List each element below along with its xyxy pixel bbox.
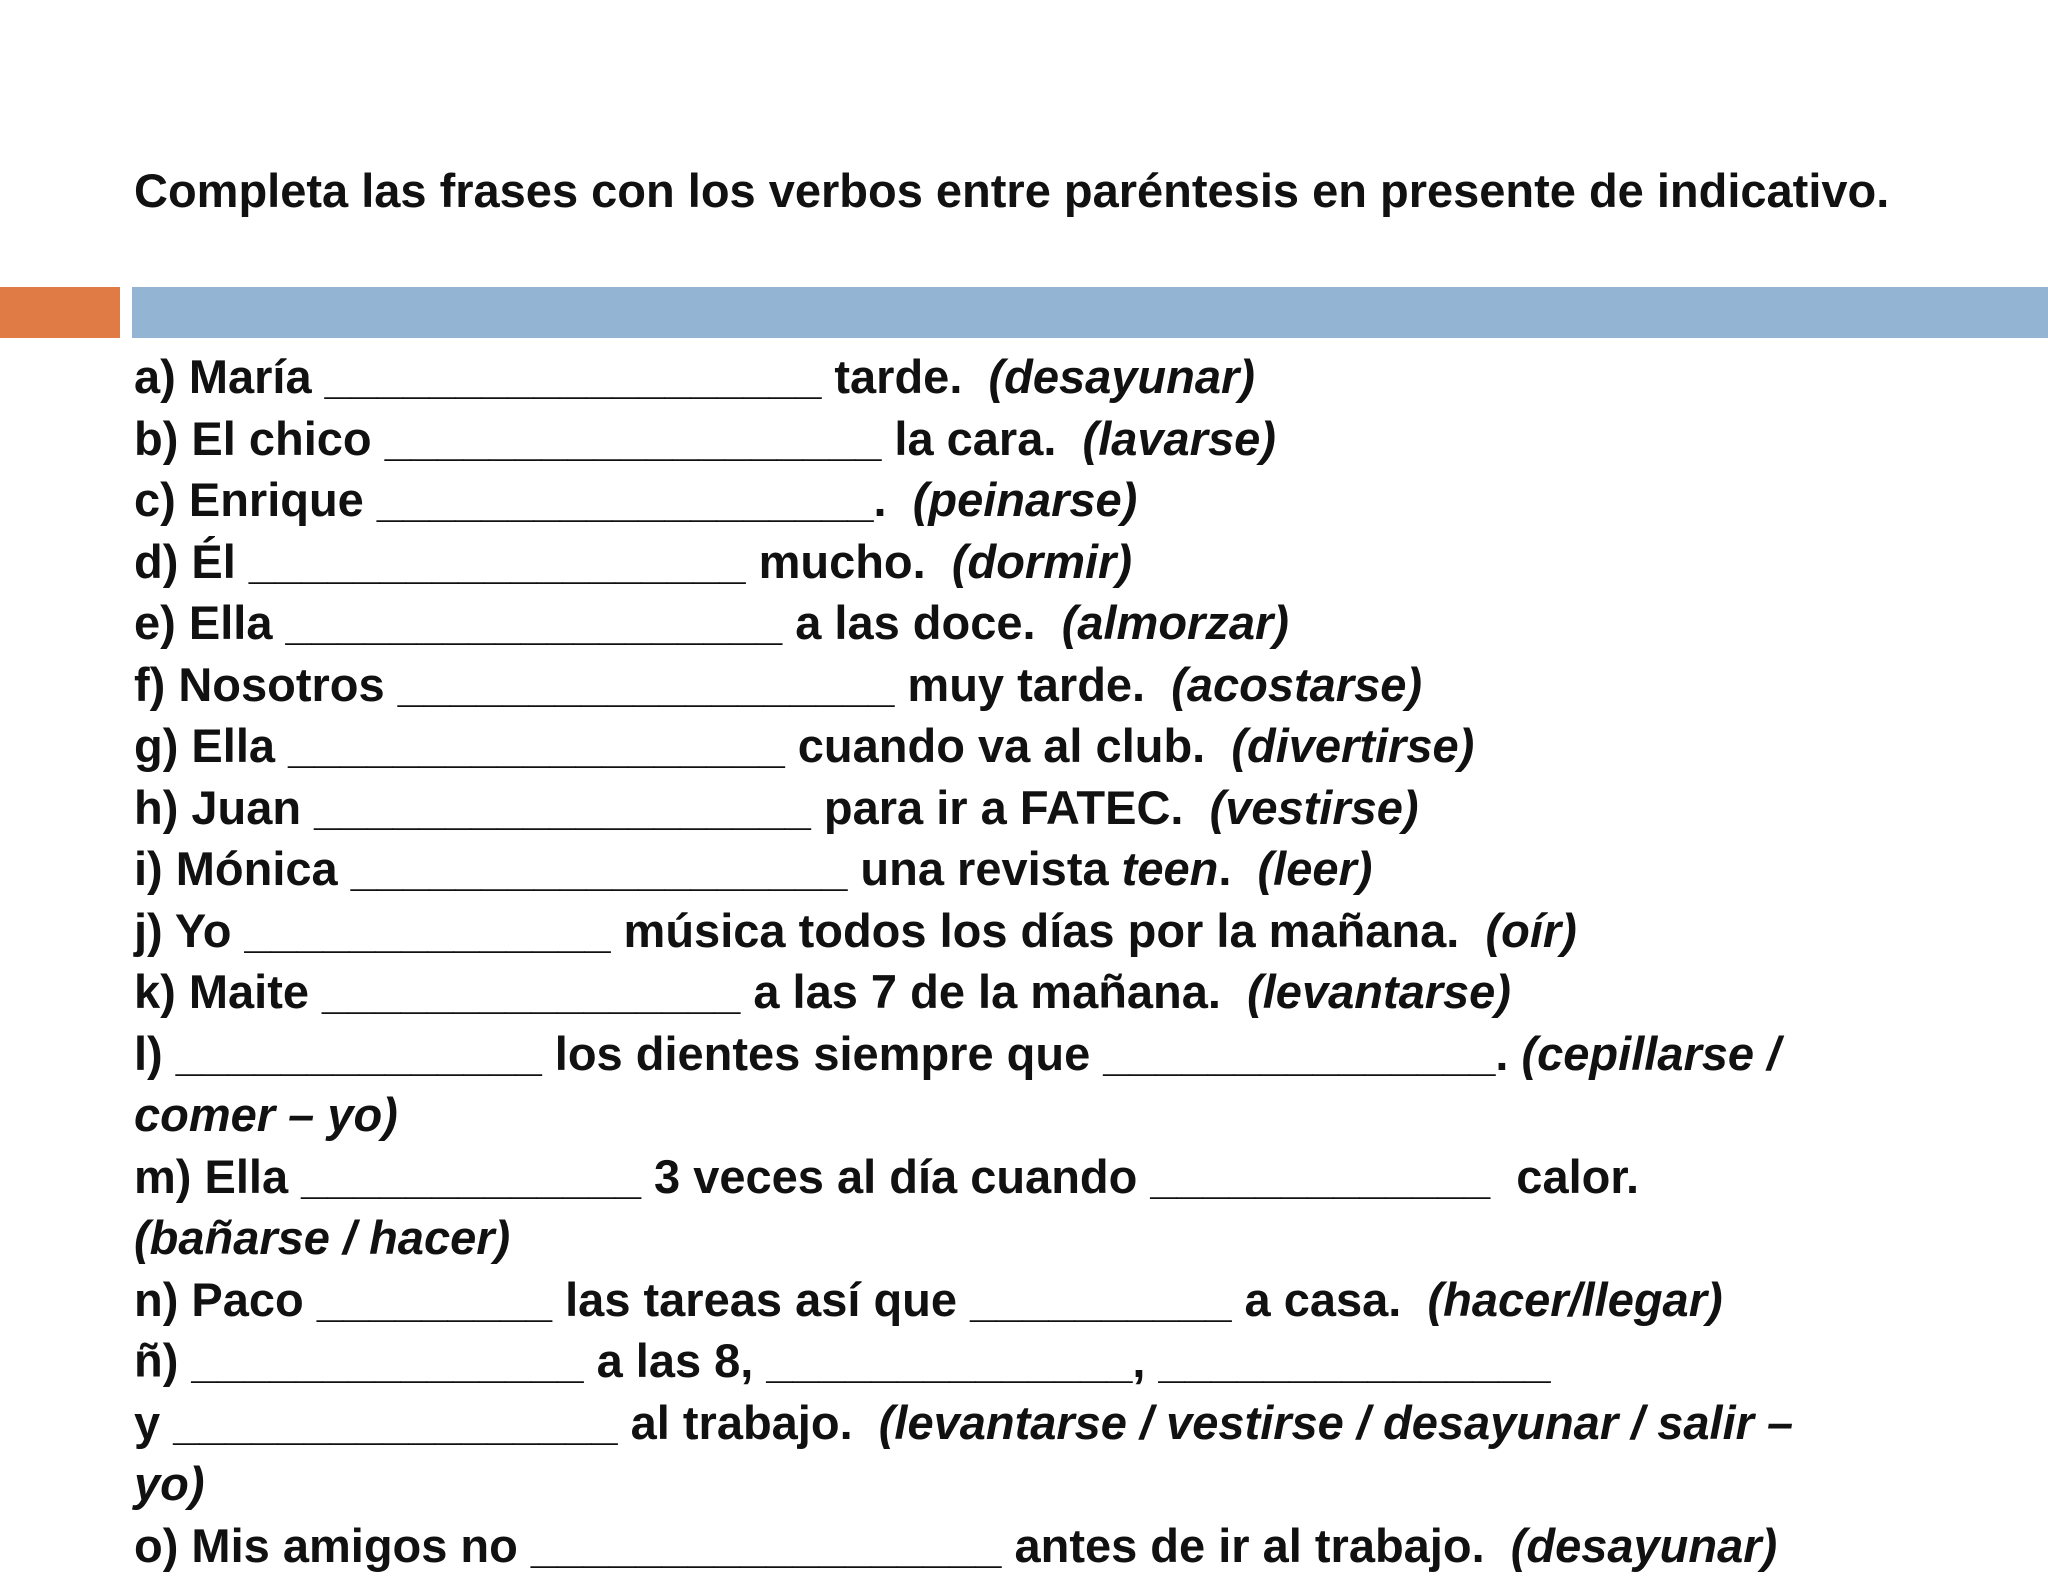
accent-bar — [0, 287, 120, 338]
line-text: h) Juan ___________________ para ir a FATEC. — [134, 781, 1210, 834]
exercise-line-j — [134, 900, 2014, 962]
verb-hint: (divertirse) — [1231, 719, 1474, 772]
line-text: f) Nosotros ___________________ muy tarde. — [134, 658, 1171, 711]
line-text: g) Ella ___________________ cuando va al club. — [134, 719, 1231, 772]
line-text: c) Enrique ___________________. — [134, 473, 913, 526]
verb-hint: (peinarse) — [913, 473, 1138, 526]
exercise-line-i — [134, 838, 2014, 900]
line-text: ñ) _______________ a las 8, ______________, _______________ — [134, 1334, 1551, 1387]
exercise-line-enye-cont — [134, 1392, 2014, 1454]
exercise-line-m-cont — [134, 1207, 2014, 1269]
exercise-line-l — [134, 1023, 2014, 1085]
verb-hint: (almorzar) — [1062, 596, 1289, 649]
verb-hint: (bañarse / hacer) — [134, 1211, 510, 1264]
line-text: a) María ___________________ tarde. — [134, 350, 989, 403]
line-text: l) ______________ los dientes siempre que _______________. — [134, 1027, 1522, 1080]
exercise-line-n — [134, 1269, 2014, 1331]
verb-hint: (leer) — [1258, 842, 1373, 895]
exercise-line-k — [134, 961, 2014, 1023]
exercise-line-enye — [134, 1330, 2014, 1392]
verb-hint: (desayunar) — [989, 350, 1255, 403]
exercise-line-g — [134, 715, 2014, 777]
verb-hint: (oír) — [1485, 904, 1576, 957]
verb-hint: (dormir) — [952, 535, 1132, 588]
exercise-line-enye-cont2 — [134, 1453, 2014, 1515]
exercise-line-d — [134, 531, 2014, 593]
exercise-line-c — [134, 469, 2014, 531]
verb-hint: (lavarse) — [1083, 412, 1276, 465]
line-text: o) Mis amigos no __________________ antes de ir al trabajo. — [134, 1519, 1511, 1572]
verb-hint: comer – yo) — [134, 1088, 398, 1141]
page-title: Completa las frases con los verbos entre paréntesis en presente de indicativo. — [134, 160, 1954, 221]
line-text: m) Ella _____________ 3 veces al día cuando _____________ calor. — [134, 1150, 1639, 1203]
exercise-line-a — [134, 346, 2014, 408]
line-text: e) Ella ___________________ a las doce. — [134, 596, 1062, 649]
exercise-line-l-cont — [134, 1084, 2014, 1146]
line-text: k) Maite ________________ a las 7 de la mañana. — [134, 965, 1247, 1018]
divider-bar — [132, 287, 2048, 338]
verb-hint: (vestirse) — [1210, 781, 1419, 834]
line-text: j) Yo ______________ música todos los días por la mañana. — [134, 904, 1485, 957]
verb-hint: (acostarse) — [1171, 658, 1422, 711]
exercise-line-m — [134, 1146, 2014, 1208]
exercise-list — [134, 346, 2014, 1576]
verb-hint: yo) — [134, 1457, 205, 1510]
exercise-line-e — [134, 592, 2014, 654]
verb-hint: (cepillarse / — [1522, 1027, 1781, 1080]
exercise-line-b — [134, 408, 2014, 470]
verb-hint: (levantarse) — [1247, 965, 1511, 1018]
italic-word: teen — [1122, 842, 1219, 895]
exercise-line-f — [134, 654, 2014, 716]
exercise-line-h — [134, 777, 2014, 839]
verb-hint: (hacer/llegar) — [1427, 1273, 1722, 1326]
exercise-line-o — [134, 1515, 2014, 1576]
verb-hint: (levantarse / vestirse / desayunar / salir – — [879, 1396, 1793, 1449]
line-text: n) Paco _________ las tareas así que __________ a casa. — [134, 1273, 1427, 1326]
line-text-after: . — [1218, 842, 1257, 895]
line-text: y _________________ al trabajo. — [134, 1396, 879, 1449]
line-text: i) Mónica ___________________ una revista — [134, 842, 1122, 895]
verb-hint: (desayunar) — [1511, 1519, 1777, 1572]
line-text: d) Él ___________________ mucho. — [134, 535, 952, 588]
line-text: b) El chico ___________________ la cara. — [134, 412, 1083, 465]
